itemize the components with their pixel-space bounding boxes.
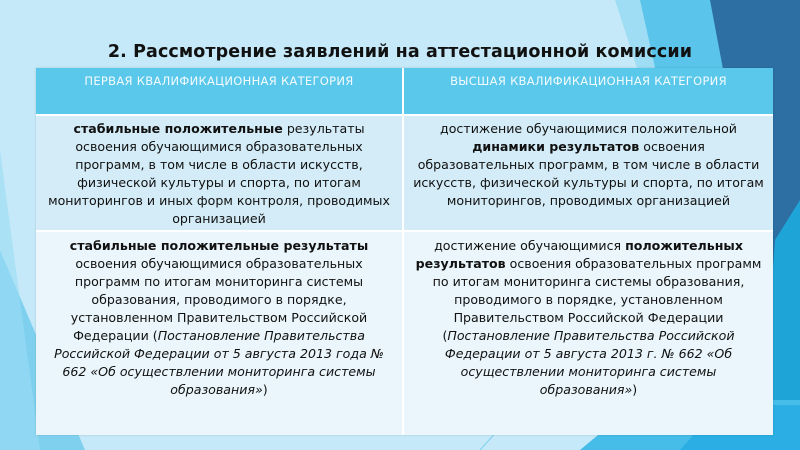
header-first-category: ПЕРВАЯ КВАЛИФИКАЦИОННАЯ КАТЕГОРИЯ	[36, 68, 402, 114]
cell-highest-category-criterion-2	[404, 232, 773, 435]
comparison-table	[36, 68, 773, 435]
cell-first-category-criterion-1	[36, 116, 402, 230]
bold-text: положительных результатов	[415, 238, 743, 271]
body-text: результаты освоения обучающимися образовательных программ, в том числе в области искусств, физической культуры и спорта, по итогам мониторингов и иных форм контроля, проводимых организацией	[48, 121, 390, 226]
body-text: достижение обучающимися положительной	[440, 121, 737, 136]
body-text: достижение обучающимися	[434, 238, 626, 253]
table-header-row	[36, 68, 773, 114]
slide-title: 2. Рассмотрение заявлений на аттестационной комиссии	[107, 42, 693, 62]
body-text: )	[632, 382, 638, 397]
cell-highest-category-criterion-1	[404, 116, 773, 230]
body-text: )	[262, 382, 268, 397]
header-highest-category: ВЫСШАЯ КВАЛИФИКАЦИОННАЯ КАТЕГОРИЯ	[404, 68, 773, 114]
bold-text: динамики результатов	[472, 139, 640, 154]
bold-text: стабильные положительные	[73, 121, 283, 136]
italic-citation: Постановление Правительства Российской Федерации от 5 августа 2013 года № 662 «Об осуществлении мониторинга системы образования»	[54, 328, 384, 397]
bold-text: стабильные положительные результаты	[69, 238, 369, 253]
body-text: освоения образовательных программ по итогам мониторинга системы образования, проводимого в порядке, установленном Правительством Российской Федерации (	[432, 256, 762, 343]
cell-first-category-criterion-2	[36, 232, 402, 435]
italic-citation: Постановление Правительства Российской Федерации от 5 августа 2013 г. № 662 «Об осуществлении мониторинга системы образования»	[444, 328, 735, 397]
table-row	[36, 232, 773, 435]
body-text: освоения обучающимися образовательных программ по итогам мониторинга системы образования, проводимого в порядке, установленном Правительством Российской Федерации (	[70, 256, 368, 343]
table-row	[36, 116, 773, 230]
body-text: освоения образовательных программ, в том числе в области искусств, физической культуры и спорта, по итогам мониторингов, проводимых организацией	[413, 139, 764, 208]
